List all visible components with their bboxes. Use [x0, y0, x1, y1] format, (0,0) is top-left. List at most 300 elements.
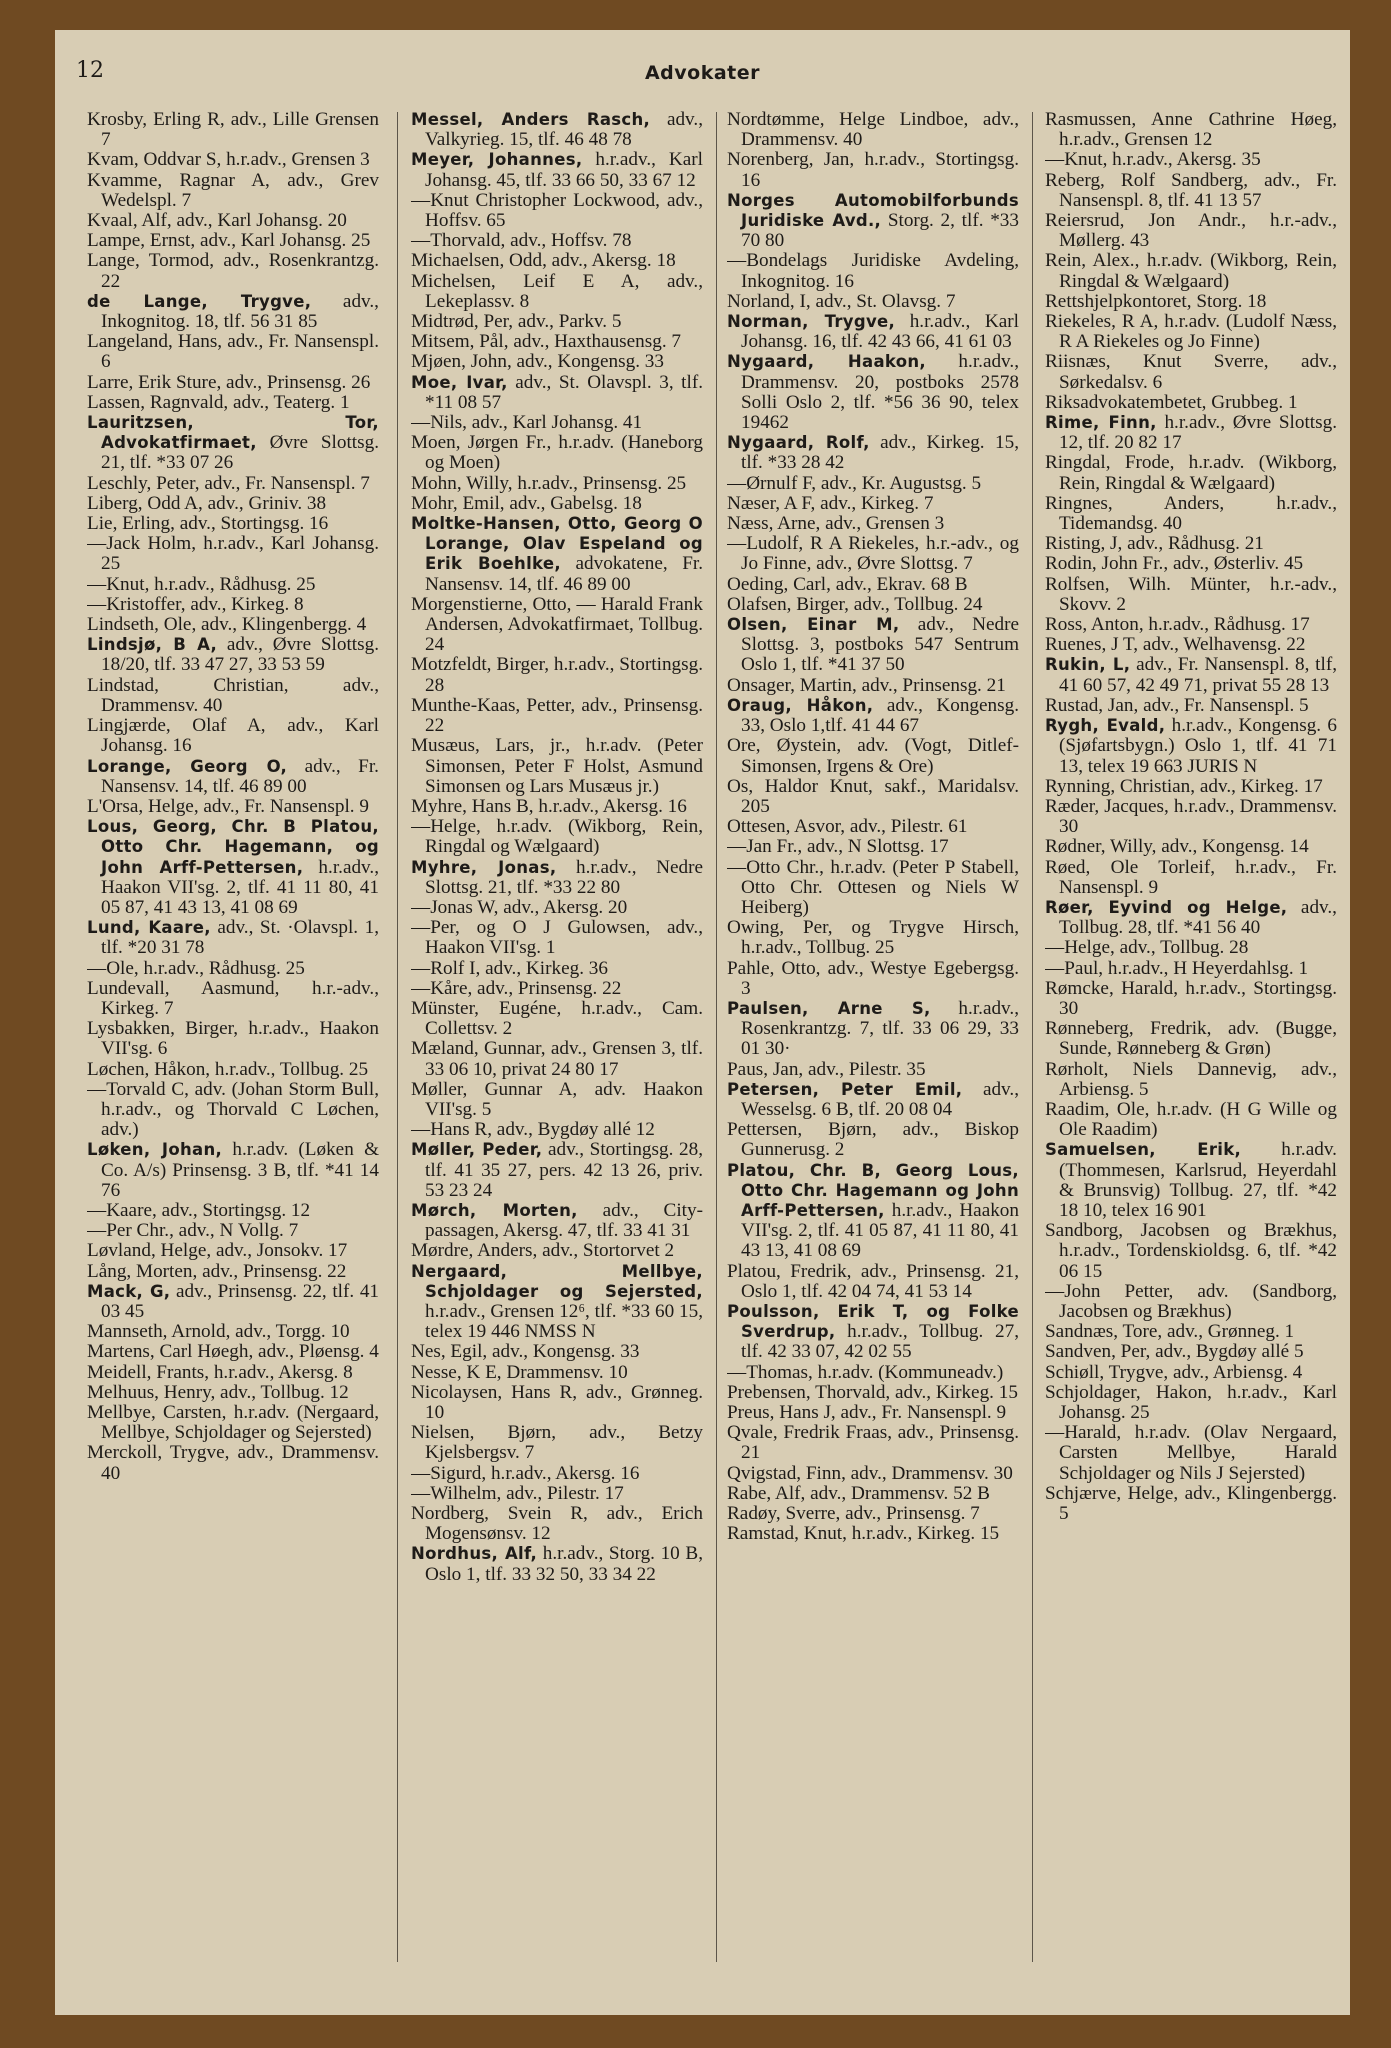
entry-text: Merckoll, Trygve, adv., Drammensv. 40 [87, 1442, 379, 1484]
directory-entry [411, 1080, 703, 1120]
entry-text: h.r.adv., Rosenkrantzg. 7, tlf. 33 06 29, 33 01 30· [741, 997, 1019, 1060]
directory-entry [1045, 979, 1337, 1019]
directory-entry [727, 1363, 1019, 1383]
directory-entry [1045, 1342, 1337, 1362]
entry-text: adv., Fr. Nansensv. 14, tlf. 46 89 00 [101, 755, 379, 797]
directory-entry [1045, 777, 1337, 797]
directory-entry [411, 494, 703, 514]
directory-entry [1045, 635, 1337, 655]
directory-entry [87, 1140, 379, 1201]
directory-entry [727, 1403, 1019, 1423]
entry-text: —Ole, h.r.adv., Rådhusg. 25 [87, 957, 305, 979]
entry-text: Moen, Jørgen Fr., h.r.adv. (Haneborg og Moen) [411, 432, 703, 474]
directory-entry [1045, 716, 1337, 777]
entry-text: —Per Chr., adv., N Vollg. 7 [87, 1220, 299, 1242]
directory-entry [87, 474, 379, 494]
directory-entry [727, 352, 1019, 433]
directory-entry [727, 736, 1019, 776]
directory-entry [727, 1383, 1019, 1403]
directory-entry [87, 716, 379, 756]
directory-entry [727, 251, 1019, 291]
directory-entry [411, 655, 703, 695]
entry-text: Owing, Per, og Trygve Hirsch, h.r.adv., Tollbug. 25 [727, 917, 1019, 959]
entry-text: Rørholt, Niels Dannevig, adv., Arbiensg. 5 [1045, 1058, 1337, 1100]
directory-entry [87, 534, 379, 574]
directory-entry [1045, 110, 1337, 150]
entry-name-bold: Nordhus, Alf, [411, 1544, 538, 1564]
directory-entry [87, 575, 379, 595]
entry-text: Sandven, Per, adv., Bygdøy allé 5 [1045, 1341, 1304, 1363]
entry-text: h.r.adv., Haakon VII'sg. 2, tlf. 41 11 80, 41 05 87, 41 43 13, 41 08 69 [101, 856, 379, 918]
directory-entry [411, 251, 703, 271]
entry-text: Lysbakken, Birger, h.r.adv., Haakon VII'sg. 6 [87, 1018, 379, 1060]
directory-columns [87, 110, 1337, 1970]
entry-text: Nes, Egil, adv., Kongensg. 33 [411, 1341, 640, 1363]
directory-entry [1045, 171, 1337, 211]
directory-entry [411, 514, 703, 595]
entry-text: adv., Øvre Slottsg. 18/20, tlf. 33 47 27, 33 53 59 [101, 634, 379, 676]
directory-entry [727, 150, 1019, 190]
entry-text: h.r.adv. (Løken & Co. A/s) Prinsensg. 3 B, tlf. *41 14 76 [101, 1139, 379, 1201]
entry-text: Paus, Jan, adv., Pilestr. 35 [727, 1058, 926, 1080]
entry-text: L'Orsa, Helge, adv., Fr. Nansenspl. 9 [87, 795, 369, 817]
directory-entry [1045, 150, 1337, 170]
entry-text: Schjoldager, Hakon, h.r.adv., Karl Johansg. 25 [1045, 1381, 1337, 1423]
directory-entry [1045, 1221, 1337, 1282]
entry-text: —Hans R, adv., Bygdøy allé 12 [411, 1119, 655, 1141]
directory-entry [1045, 898, 1337, 938]
entry-text: Nicolaysen, Hans R, adv., Grønneg. 10 [411, 1381, 703, 1423]
entry-text: Pahle, Otto, adv., Westye Egebergsg. 3 [727, 957, 1019, 999]
directory-entry [87, 211, 379, 231]
directory-entry [87, 1282, 379, 1322]
entry-text: Kvam, Oddvar S, h.r.adv., Grensen 3 [87, 149, 370, 171]
entry-text: —Harald, h.r.adv. (Olav Nergaard, Carsten Mellbye, Harald Schjoldager og Nils J Sejersted) [1045, 1422, 1337, 1484]
directory-entry [727, 433, 1019, 473]
directory-entry [87, 1060, 379, 1080]
directory-entry [87, 1201, 379, 1221]
entry-text: Larre, Erik Sture, adv., Prinsensg. 26 [87, 371, 371, 393]
entry-text: —Nils, adv., Karl Johansg. 41 [411, 412, 643, 434]
entry-text: Ræder, Jacques, h.r.adv., Drammensv. 30 [1045, 795, 1337, 838]
entry-text: Motzfeldt, Birger, h.r.adv., Stortingsg. 28 [411, 654, 703, 696]
directory-entry [1045, 211, 1337, 251]
entry-text: Melhuus, Henry, adv., Tollbug. 12 [87, 1381, 349, 1403]
directory-entry [87, 514, 379, 534]
entry-name-bold: Lund, Kaare, [87, 918, 211, 938]
entry-name-bold: Lous, Georg, Chr. B Platou, Otto Chr. Hagemann, og John Arff-Pettersen, [87, 817, 379, 877]
entry-text: —Helge, adv., Tollbug. 28 [1045, 937, 1249, 959]
directory-entry [1045, 1060, 1337, 1100]
entry-name-bold: Møller, Peder, [411, 1140, 543, 1160]
entry-name-bold: Rygh, Evald, [1045, 716, 1166, 736]
page-header [55, 58, 1350, 94]
directory-entry [87, 676, 379, 716]
entry-name-bold: Nygaard, Haakon, [727, 352, 926, 372]
entry-text: h.r.adv., Kongensg. 6 (Sjøfartsbygn.) Oslo 1, tlf. 41 71 13, telex 19 663 JURIS N [1059, 715, 1337, 777]
directory-entry [87, 797, 379, 817]
directory-entry [1045, 352, 1337, 392]
entry-text: Musæus, Lars, jr., h.r.adv. (Peter Simonsen, Peter F Holst, Asmund Simonsen og Lars Musæus jr.) [411, 735, 703, 797]
entry-text: adv., Inkognitog. 18, tlf. 56 31 85 [101, 290, 379, 333]
entry-text: Mannseth, Arnold, adv., Torgg. 10 [87, 1321, 350, 1343]
entry-text: —Sigurd, h.r.adv., Akersg. 16 [411, 1462, 640, 1484]
directory-entry [1045, 1363, 1337, 1383]
directory-entry [1045, 494, 1337, 534]
directory-entry [1045, 615, 1337, 635]
entry-text: adv., Nedre Slottsg. 3, postboks 547 Sentrum Oslo 1, tlf. *41 37 50 [741, 614, 1019, 676]
entry-text: adv., Kirkeg. 15, tlf. *33 28 42 [741, 432, 1019, 474]
entry-text: Langeland, Hans, adv., Fr. Nansenspl. 6 [87, 331, 379, 373]
directory-entry [411, 1484, 703, 1504]
entry-text: h.r.adv. (Thommesen, Karlsrud, Heyerdahl & Brunsvig) Tollbug. 27, tlf. *42 18 10, telex 16 901 [1059, 1139, 1337, 1221]
entry-name-bold: Messel, Anders Rasch, [411, 110, 651, 129]
entry-text: —Jan Fr., adv., N Slottsg. 17 [727, 836, 949, 858]
entry-text: —Knut Christopher Lockwood, adv., Hoffsv. 65 [411, 189, 703, 232]
entry-text: —Knut, h.r.adv., Rådhusg. 25 [87, 573, 316, 595]
entry-name-bold: Rukin, L, [1045, 655, 1131, 675]
entry-text: Lange, Tormod, adv., Rosenkrantzg. 22 [87, 250, 379, 292]
directory-entry [411, 1464, 703, 1484]
entry-text: Meidell, Frants, h.r.adv., Akersg. 8 [87, 1361, 353, 1383]
entry-text: Prebensen, Thorvald, adv., Kirkeg. 15 [727, 1381, 1018, 1403]
directory-entry [1045, 1484, 1337, 1524]
column-3 [727, 110, 1019, 1970]
directory-entry [727, 615, 1019, 676]
directory-entry [1045, 453, 1337, 493]
directory-entry [727, 1060, 1019, 1080]
entry-text: —Wilhelm, adv., Pilestr. 17 [411, 1482, 624, 1504]
entry-text: —Rolf I, adv., Kirkeg. 36 [411, 957, 608, 979]
entry-name-bold: Moe, Ivar, [411, 372, 508, 392]
entry-text: Münster, Eugéne, h.r.adv., Cam. Collettsv. 2 [411, 997, 703, 1040]
entry-text: Martens, Carl Høegh, adv., Pløensg. 4 [87, 1341, 379, 1363]
directory-entry [727, 858, 1019, 919]
entry-text: Raadim, Ole, h.r.adv. (H G Wille og Ole Raadim) [1045, 1098, 1337, 1141]
entry-text: h.r.adv., Haakon VII'sg. 2, tlf. 41 05 87, 41 11 80, 41 43 13, 41 08 69 [741, 1199, 1019, 1262]
entry-text: Michaelsen, Odd, adv., Akersg. 18 [411, 250, 676, 272]
entry-text: Lundevall, Aasmund, h.r.-adv., Kirkeg. 7 [87, 977, 379, 1019]
directory-entry [727, 1423, 1019, 1463]
directory-entry [727, 1484, 1019, 1504]
directory-entry [1045, 251, 1337, 291]
directory-entry [727, 1120, 1019, 1160]
entry-text: Mellbye, Carsten, h.r.adv. (Nergaard, Mellbye, Schjoldager og Sejersted) [87, 1402, 379, 1444]
directory-entry [411, 413, 703, 433]
directory-entry [411, 1120, 703, 1140]
entry-name-bold: Poulsson, Erik T, og Folke Sverdrup, [727, 1301, 1019, 1342]
directory-entry [1045, 1019, 1337, 1059]
directory-entry [411, 1342, 703, 1362]
directory-entry [87, 1241, 379, 1261]
directory-entry [1045, 797, 1337, 837]
directory-entry [87, 817, 379, 918]
directory-entry [87, 1383, 379, 1403]
entry-text: Sandnæs, Tore, adv., Grønneg. 1 [1045, 1321, 1295, 1343]
entry-text: h.r.adv., Karl Johansg. 16, tlf. 42 43 66, 41 61 03 [741, 311, 1019, 353]
entry-text: adv., Fr. Nansenspl. 8, tlf, 41 60 57, 42 49 71, privat 55 28 13 [1059, 654, 1337, 696]
entry-text: Mørdre, Anders, adv., Stortorvet 2 [411, 1240, 675, 1262]
directory-entry [411, 150, 703, 190]
directory-entry [411, 1201, 703, 1241]
entry-text: Riisnæs, Knut Sverre, adv., Sørkedalsv. 6 [1045, 351, 1337, 393]
directory-entry [727, 837, 1019, 857]
directory-entry [87, 332, 379, 372]
entry-text: Reiersrud, Jon Andr., h.r.-adv., Møllerg. 43 [1045, 210, 1337, 252]
entry-text: Michelsen, Leif E A, adv., Lekeplassv. 8 [411, 270, 703, 312]
entry-text: Midtrød, Per, adv., Parkv. 5 [411, 311, 622, 333]
entry-text: —Torvald C, adv. (Johan Storm Bull, h.r.adv., og Thorvald C Løchen, adv.) [87, 1078, 379, 1141]
entry-text: Lassen, Ragnvald, adv., Teaterg. 1 [87, 391, 350, 413]
directory-entry [87, 1019, 379, 1059]
directory-entry [411, 959, 703, 979]
directory-entry [727, 1464, 1019, 1484]
entry-text: Nielsen, Bjørn, adv., Betzy Kjelsbergsv. 7 [411, 1422, 703, 1464]
entry-text: —Kaare, adv., Stortingsg. 12 [87, 1199, 311, 1221]
entry-text: Mitsem, Pål, adv., Haxthausensg. 7 [411, 331, 682, 353]
entry-text: h.r.adv., Drammensv. 20, postboks 2578 Solli Oslo 2, tlf. *56 36 90, telex 19462 [741, 351, 1019, 434]
entry-text: Lampe, Ernst, adv., Karl Johansg. 25 [87, 230, 371, 252]
entry-name-bold: Mack, G, [87, 1281, 171, 1301]
entry-text: Møller, Gunnar A, adv. Haakon VII'sg. 5 [411, 1078, 703, 1120]
entry-text: Pettersen, Bjørn, adv., Biskop Gunnerusg. 2 [727, 1119, 1019, 1161]
entry-text: —Per, og O J Gulowsen, adv., Haakon VII'sg. 1 [411, 917, 703, 959]
directory-entry [87, 292, 379, 332]
directory-entry [1045, 1100, 1337, 1140]
directory-entry [411, 736, 703, 797]
directory-entry [87, 1363, 379, 1383]
directory-entry [87, 393, 379, 413]
entry-name-bold: Løken, Johan, [87, 1140, 223, 1160]
directory-entry [411, 1544, 703, 1584]
entry-name-bold: Myhre, Jonas, [411, 857, 557, 877]
directory-page [55, 30, 1350, 2015]
entry-text: —Paul, h.r.adv., H Heyerdahlsg. 1 [1045, 957, 1309, 979]
directory-entry [727, 575, 1019, 595]
entry-text: h.r.adv., Grensen 12⁶, tlf. *33 60 15, telex 19 446 NMSS N [425, 1300, 703, 1343]
entry-text: Rustad, Jan, adv., Fr. Nansenspl. 5 [1045, 694, 1309, 716]
directory-entry [727, 474, 1019, 494]
entry-name-bold: Røer, Eyvind og Helge, [1045, 897, 1288, 917]
entry-name-bold: Moltke-Hansen, Otto, Georg O Lorange, Olav Espeland og Erik Boehlke, [411, 514, 703, 574]
entry-text: —Bondelags Juridiske Avdeling, Inkognitog. 16 [727, 250, 1019, 292]
entry-text: Ottesen, Asvor, adv., Pilestr. 61 [727, 816, 968, 838]
directory-entry [411, 1504, 703, 1544]
entry-text: —Otto Chr., h.r.adv. (Peter P Stabell, Otto Chr. Ottesen og Niels W Heiberg) [727, 856, 1019, 918]
directory-entry [727, 514, 1019, 534]
entry-text: Løchen, Håkon, h.r.adv., Tollbug. 25 [87, 1058, 369, 1080]
entry-text: Oeding, Carl, adv., Ekrav. 68 B [727, 573, 968, 595]
directory-entry [727, 1302, 1019, 1363]
directory-entry [1045, 575, 1337, 615]
entry-text: Riksadvokatembetet, Grubbeg. 1 [1045, 391, 1298, 413]
entry-name-bold: Platou, Chr. B, Georg Lous, Otto Chr. Hagemann og John Arff-Pettersen, [727, 1160, 1019, 1220]
directory-entry [87, 595, 379, 615]
entry-text: Risting, J, adv., Rådhusg. 21 [1045, 533, 1264, 555]
entry-text: Liberg, Odd A, adv., Griniv. 38 [87, 492, 327, 514]
directory-entry [87, 150, 379, 170]
entry-text: Nordberg, Svein R, adv., Erich Mogensønsv. 12 [411, 1503, 703, 1545]
entry-text: Munthe-Kaas, Petter, adv., Prinsensg. 22 [411, 694, 703, 737]
directory-entry [727, 696, 1019, 736]
directory-entry [411, 979, 703, 999]
entry-text: Mohr, Emil, adv., Gabelsg. 18 [411, 492, 642, 514]
entry-text: adv., Kongensg. 33, Oslo 1,tlf. 41 44 67 [741, 694, 1019, 737]
entry-text: Myhre, Hans B, h.r.adv., Akersg. 16 [411, 795, 687, 817]
directory-entry [87, 251, 379, 291]
entry-text: advokatene, Fr. Nansensv. 14, tlf. 46 89 00 [425, 553, 703, 595]
entry-name-bold: Norman, Trygve, [727, 312, 896, 332]
entry-text: Schiøll, Trygve, adv., Arbiensg. 4 [1045, 1361, 1303, 1383]
entry-text: h.r.adv., Karl Johansg. 45, tlf. 33 66 50, 33 67 12 [425, 149, 703, 191]
entry-text: Øvre Slottsg. 21, tlf. *33 07 26 [101, 432, 379, 474]
entry-text: Rabe, Alf, adv., Drammensv. 52 B [727, 1482, 990, 1504]
entry-text: Norenberg, Jan, h.r.adv., Stortingsg. 16 [727, 149, 1019, 191]
directory-entry [411, 1039, 703, 1079]
entry-text: h.r.adv., Tollbug. 27, tlf. 42 33 07, 42 02 55 [741, 1321, 1019, 1363]
page-number: 12 [76, 58, 104, 83]
directory-entry [411, 1262, 703, 1343]
column-1 [87, 110, 379, 1970]
entry-text: Lindseth, Ole, adv., Klingenbergg. 4 [87, 614, 367, 636]
entry-text: Rolfsen, Wilh. Münter, h.r.-adv., Skovv. 2 [1045, 573, 1337, 615]
directory-entry [87, 635, 379, 675]
directory-entry [411, 1140, 703, 1201]
entry-text: —Knut, h.r.adv., Akersg. 35 [1045, 149, 1261, 171]
directory-entry [87, 373, 379, 393]
directory-entry [727, 191, 1019, 252]
directory-entry [411, 797, 703, 817]
entry-text: Kvaal, Alf, adv., Karl Johansg. 20 [87, 210, 347, 232]
entry-text: —Ørnulf F, adv., Kr. Augustsg. 5 [727, 472, 982, 494]
entry-text: Ross, Anton, h.r.adv., Rådhusg. 17 [1045, 614, 1310, 636]
directory-entry [727, 1080, 1019, 1120]
directory-entry [727, 676, 1019, 696]
directory-entry [727, 777, 1019, 817]
directory-entry [411, 999, 703, 1039]
directory-entry [1045, 534, 1337, 554]
entry-text: Ramstad, Knut, h.r.adv., Kirkeg. 15 [727, 1523, 1000, 1545]
directory-entry [1045, 696, 1337, 716]
entry-text: —Kristoffer, adv., Kirkeg. 8 [87, 593, 304, 615]
entry-text: —John Petter, adv. (Sandborg, Jacobsen og Brækhus) [1045, 1280, 1337, 1322]
directory-entry [727, 1161, 1019, 1262]
entry-name-bold: Olsen, Einar M, [727, 615, 900, 635]
directory-entry [411, 817, 703, 857]
entry-text: adv., Tollbug. 28, tlf. *41 56 40 [1059, 896, 1337, 939]
entry-text: Krosby, Erling R, adv., Lille Grensen 7 [87, 110, 379, 151]
directory-entry [1045, 1282, 1337, 1322]
entry-text: h.r.adv., Storg. 10 B, Oslo 1, tlf. 33 32 50, 33 34 22 [425, 1543, 703, 1585]
entry-text: Preus, Hans J, adv., Fr. Nansenspl. 9 [727, 1402, 1007, 1423]
entry-text: Lie, Erling, adv., Stortingsg. 16 [87, 513, 329, 535]
directory-entry [411, 332, 703, 352]
directory-entry [87, 494, 379, 514]
directory-entry [1045, 1322, 1337, 1342]
directory-entry [727, 918, 1019, 958]
entry-text: Qvigstad, Finn, adv., Drammensv. 30 [727, 1462, 1013, 1484]
column-4 [1045, 110, 1337, 1970]
entry-text: Olafsen, Birger, adv., Tollbug. 24 [727, 593, 983, 615]
column-2 [411, 110, 703, 1970]
entry-text: Mjøen, John, adv., Kongensg. 33 [411, 351, 664, 373]
entry-text: Leschly, Peter, adv., Fr. Nansenspl. 7 [87, 472, 370, 494]
directory-entry [87, 1403, 379, 1443]
directory-entry [727, 1262, 1019, 1302]
directory-entry [1045, 312, 1337, 352]
directory-entry [727, 534, 1019, 574]
entry-text: Lingjærde, Olaf A, adv., Karl Johansg. 16 [87, 715, 379, 757]
directory-entry [87, 959, 379, 979]
entry-text: —Helge, h.r.adv. (Wikborg, Rein, Ringdal og Wælgaard) [411, 816, 703, 858]
entry-text: Ore, Øystein, adv. (Vogt, Ditlef-Simonsen, Irgens & Ore) [727, 735, 1019, 777]
entry-text: h.r.adv., Øvre Slottsg. 12, tlf. 20 82 17 [1059, 412, 1337, 454]
directory-entry [1045, 1383, 1337, 1423]
entry-name-bold: Mørch, Morten, [411, 1200, 578, 1220]
directory-entry [87, 110, 379, 150]
directory-entry [411, 231, 703, 251]
entry-text: Ruenes, J T, adv., Welhavensg. 22 [1045, 634, 1306, 656]
entry-text: Rønneberg, Fredrik, adv. (Bugge, Sunde, Rønneberg & Grøn) [1045, 1018, 1337, 1060]
directory-entry [1045, 959, 1337, 979]
directory-entry [1045, 393, 1337, 413]
directory-entry [411, 858, 703, 898]
entry-text: —Kåre, adv., Prinsensg. 22 [411, 977, 622, 999]
entry-text: Morgenstierne, Otto, — Harald Frank Andersen, Advokatfirmaet, Tollbug. 24 [411, 593, 703, 656]
entry-text: —Thomas, h.r.adv. (Kommuneadv.) [727, 1361, 1004, 1383]
entry-text: Platou, Fredrik, adv., Prinsensg. 21, Oslo 1, tlf. 42 04 74, 41 53 14 [727, 1260, 1019, 1302]
entry-text: Næss, Arne, adv., Grensen 3 [727, 513, 945, 535]
directory-entry [411, 696, 703, 736]
directory-entry [727, 292, 1019, 312]
entry-text: Radøy, Sverre, adv., Prinsensg. 7 [727, 1503, 980, 1525]
directory-entry [727, 817, 1019, 837]
entry-text: —Jack Holm, h.r.adv., Karl Johansg. 25 [87, 533, 379, 575]
directory-entry [1045, 1140, 1337, 1221]
directory-entry [411, 474, 703, 494]
entry-text: Røed, Ole Torleif, h.r.adv., Fr. Nansenspl. 9 [1045, 856, 1337, 898]
entry-text: Rettshjelpkontoret, Storg. 18 [1045, 290, 1267, 312]
entry-text: Sandborg, Jacobsen og Brækhus, h.r.adv., Tordenskioldsg. 6, tlf. *42 06 15 [1045, 1220, 1337, 1282]
directory-entry [411, 1423, 703, 1463]
entry-text: Lindstad, Christian, adv., Drammensv. 40 [87, 674, 379, 716]
directory-entry [87, 757, 379, 797]
directory-entry [411, 918, 703, 958]
entry-text: Kvamme, Ragnar A, adv., Grev Wedelspl. 7 [87, 169, 379, 211]
entry-name-bold: Samuelsen, Erik, [1045, 1140, 1242, 1160]
entry-name-bold: Nygaard, Rolf, [727, 433, 870, 453]
entry-text: Rømcke, Harald, h.r.adv., Stortingsg. 30 [1045, 977, 1337, 1019]
entry-text: Rein, Alex., h.r.adv. (Wikborg, Rein, Ringdal & Wælgaard) [1045, 250, 1337, 292]
entry-text: Rasmussen, Anne Cathrine Høeg, h.r.adv., Grensen 12 [1045, 110, 1337, 151]
directory-entry [411, 898, 703, 918]
directory-entry [87, 1322, 379, 1342]
directory-entry [87, 1262, 379, 1282]
entry-text: Os, Haldor Knut, sakf., Maridalsv. 205 [727, 775, 1019, 817]
directory-entry [87, 615, 379, 635]
entry-text: Ringnes, Anders, h.r.adv., Tidemandsg. 40 [1045, 492, 1337, 535]
entry-name-bold: Rime, Finn, [1045, 413, 1157, 433]
entry-text: —Ludolf, R A Riekeles, h.r.-adv., og Jo Finne, adv., Øvre Slottsg. 7 [727, 533, 1019, 575]
entry-name-bold: Lindsjø, B A, [87, 635, 218, 655]
directory-entry [411, 373, 703, 413]
directory-entry [727, 1504, 1019, 1524]
directory-entry [87, 1221, 379, 1241]
entry-text: Næser, A F, adv., Kirkeg. 7 [727, 492, 934, 514]
page-title: Advokater [644, 62, 761, 84]
entry-text: Mohn, Willy, h.r.adv., Prinsensg. 25 [411, 472, 687, 494]
directory-entry [727, 494, 1019, 514]
